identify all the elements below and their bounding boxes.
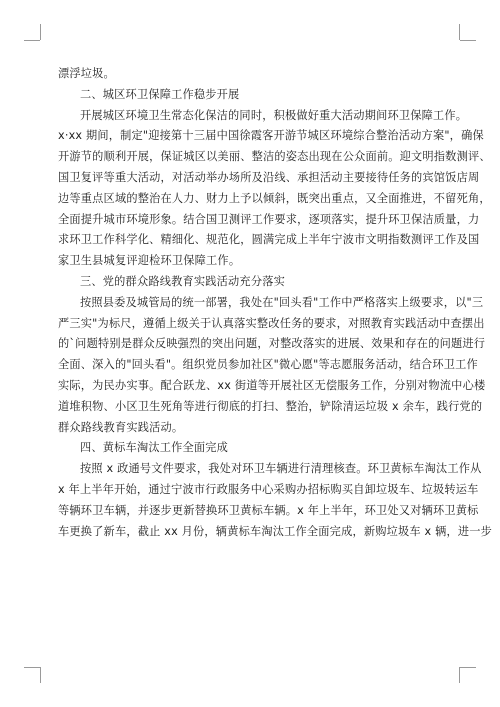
text-line: 家卫生县城复评迎检环卫保障工作。	[58, 254, 241, 268]
crop-mark-bottom-right-h	[460, 667, 476, 668]
text-line: 国卫复评等重大活动，对活动举办场所及沿线、承担活动主要接待任务的宾馆饭店周	[58, 170, 480, 184]
text-line: 全面、深入的"回头看"。组织党员参加社区"微心愿"等志愿服务活动，结合环卫工作	[58, 358, 478, 372]
crop-mark-top-right-v	[459, 24, 460, 40]
text-line: 等辆环卫车辆，并逐步更新替换环卫黄标车辆。x 年上半年，环卫处又对辆环卫黄标	[58, 503, 479, 517]
text-line: 车更换了新车，截止 xx 月份，辆黄标车淘汰工作全面完成，新购垃圾车 x 辆，进一步	[58, 524, 493, 538]
text-line: x 年上半年开始，通过宁波市行政服务中心采购办招标购买自卸垃圾车、垃圾转运车	[58, 482, 479, 496]
text-line: 群众路线教育实践活动。	[58, 420, 184, 434]
crop-mark-top-left-v	[40, 24, 41, 40]
section-heading: 三、党的群众路线教育实践活动充分落实	[80, 274, 285, 288]
text-line: 按照 x 政通号文件要求，我处对环卫车辆进行清理核查。环卫黄标车淘汰工作从	[80, 462, 482, 476]
text-line: 求环卫工作科学化、精细化、规范化，圆满完成上半年宁波市文明指数测评工作及国	[58, 233, 480, 247]
text-line: 按照县委及城管局的统一部署，我处在"回头看"工作中严格落实上级要求，以"三	[80, 295, 484, 309]
text-line: 的`问题特别是群众反映强烈的突出问题，对整改落实的进展、效果和存在的问题进行	[58, 337, 486, 351]
text-line: 开游节的顺利开展，保证城区以美丽、整洁的姿态出现在公众面前。迎文明指数测评、	[58, 150, 491, 164]
text-line: 实际，为民办实事。配合跃龙、xx 街道等开展社区无偿服务工作，分别对物流中心楼	[58, 378, 486, 392]
section-heading: 二、城区环卫保障工作稳步开展	[80, 87, 240, 101]
crop-mark-bottom-right-v	[459, 667, 460, 683]
text-line: 全面提升城市环境形象。结合国卫测评工作要求，逐项落实，提升环卫保洁质量，力	[58, 212, 480, 226]
text-line: x·xx 期间，制定"迎接第十三届中国徐霞客开游节城区环境综合整治活动方案"，确保	[58, 129, 484, 143]
crop-mark-top-right-h	[460, 40, 476, 41]
text-line: 边等重点区域的整治在人力、财力上予以倾斜，既突出重点，又全面推进，不留死角，	[58, 191, 491, 205]
text-line: 道堆积物、小区卫生死角等进行彻底的打扫、整治，铲除清运垃圾 x 余车，践行党的	[58, 399, 483, 413]
text-line: 漂浮垃圾。	[58, 67, 115, 80]
text-line: 开展城区环境卫生常态化保洁的同时，积极做好重大活动期间环卫保障工作。	[80, 108, 468, 122]
crop-mark-bottom-left-h	[24, 667, 40, 668]
crop-mark-top-left-h	[24, 40, 40, 41]
text-line: 严三实"为标尺，遵循上级关于认真落实整改任务的要求，对照教育实践活动中查摆出	[58, 316, 485, 330]
document-body	[58, 64, 493, 542]
crop-mark-bottom-left-v	[40, 667, 41, 683]
section-heading: 四、黄标车淘汰工作全面完成	[80, 441, 229, 455]
